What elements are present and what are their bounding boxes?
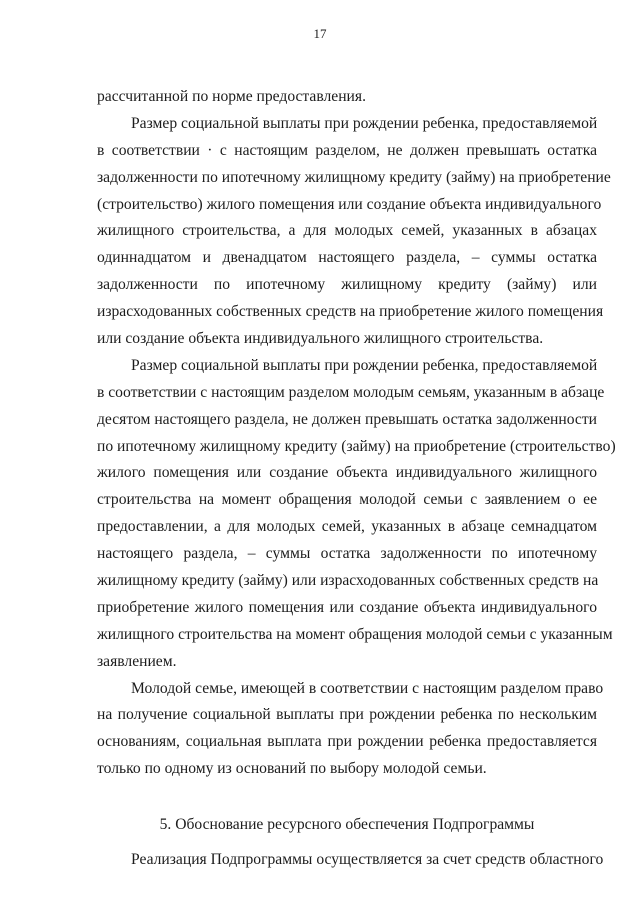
text-line: задолженности по ипотечному жилищному кредиту (займу) или — [97, 276, 597, 294]
paragraph-payment-size-tenth — [97, 353, 616, 676]
text-line: одиннадцатом и двенадцатом настоящего раздела, – суммы остатка — [97, 249, 597, 267]
paragraph-payment-size-mortgage — [97, 111, 611, 353]
text-line: строительства на момент обращения молодой семьи с заявлением о ее — [97, 491, 597, 509]
paragraph-continuation — [97, 84, 597, 111]
text-line: рассчитанной по норме предоставления. — [97, 88, 366, 105]
text-line: жилого помещения или создание объекта индивидуального жилищного — [97, 464, 597, 482]
text-line: предоставлении, а для молодых семей, указанных в абзаце семнадцатом — [97, 518, 597, 536]
text-line: по ипотечному жилищному кредиту (займу) на приобретение (строительство) — [97, 437, 616, 455]
text-line: Реализация Подпрограммы осуществляется за счет средств областного — [131, 851, 604, 869]
text-line: задолженности по ипотечному жилищному кредиту (займу) на приобретение — [97, 168, 611, 186]
page-number: 17 — [313, 26, 327, 41]
text-line: десятом настоящего раздела, не должен превышать остатка задолженности — [97, 410, 597, 428]
text-line: израсходованных собственных средств на приобретение жилого помещения — [97, 303, 604, 321]
document-body — [97, 84, 616, 874]
text-line: в соответствии с настоящим разделом молодым семьям, указанным в абзаце — [97, 383, 605, 401]
text-line: Молодой семье, имеющей в соответствии с настоящим разделом право — [131, 679, 604, 697]
paragraph-multiple-grounds — [97, 676, 604, 784]
text-line: жилищного строительства на момент обращения молодой семьи с указанным — [97, 625, 613, 643]
text-line: приобретение жилого помещения или создание объекта индивидуального — [97, 598, 597, 616]
text-line: только по одному из оснований по выбору молодой семьи. — [97, 760, 487, 778]
text-line: на получение социальной выплаты при рождении ребенка по нескольким — [97, 706, 597, 724]
text-line: или создание объекта индивидуального жилищного строительства. — [97, 330, 544, 348]
text-line: жилищного строительства, а для молодых семей, указанных в абзацах — [97, 222, 597, 240]
text-line: в соответствии · с настоящим разделом, не должен превышать остатка — [97, 141, 597, 159]
text-line: основаниям, социальная выплата при рождении ребенка предоставляется — [97, 733, 597, 751]
text-line: настоящего раздела, – суммы остатка задолженности по ипотечному — [97, 545, 597, 563]
text-line: Размер социальной выплаты при рождении ребенка, предоставляемой — [131, 114, 598, 132]
text-line: (строительство) жилого помещения или создание объекта индивидуального — [97, 195, 602, 213]
section-heading: 5. Обоснование ресурсного обеспечения Подпрограммы — [159, 816, 535, 834]
text-line: Размер социальной выплаты при рождении ребенка, предоставляемой — [131, 356, 598, 374]
text-line: жилищному кредиту (займу) или израсходованных собственных средств на — [97, 572, 599, 590]
text-line: заявлением. — [97, 652, 177, 670]
paragraph-implementation — [97, 847, 604, 874]
